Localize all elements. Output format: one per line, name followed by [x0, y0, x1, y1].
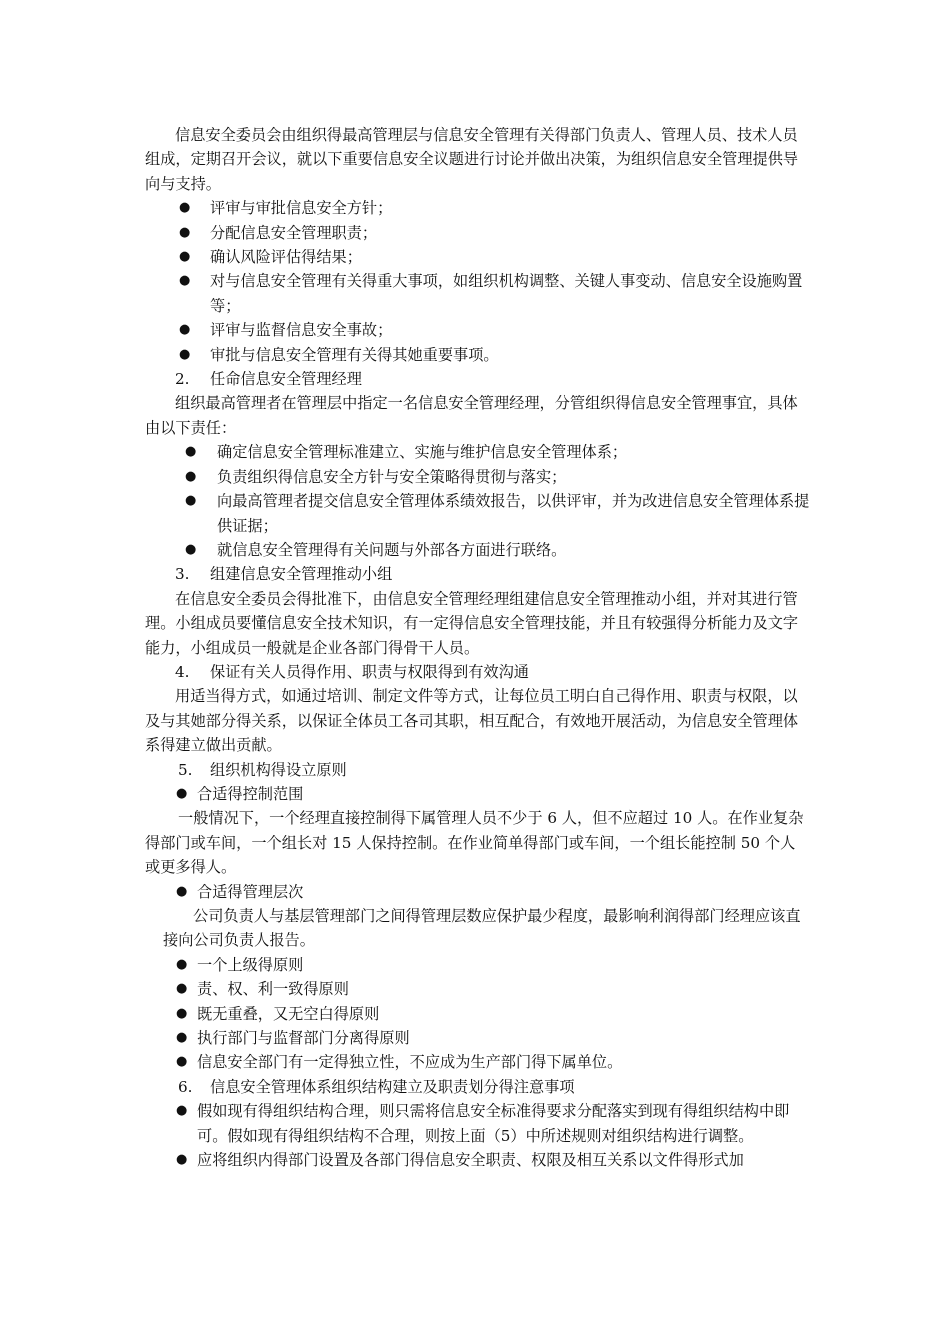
document-body — [145, 123, 810, 1172]
bullet-icon: ● — [179, 322, 191, 338]
section-heading-5: 5. 组织机构得设立原则 — [178, 760, 347, 779]
management-levels-paragraph: 公司负责人与基层管理部门之间得管理层数应保护最少程度，最影响利润得部门经理应该直接向公司负责人报告。 — [163, 907, 801, 950]
control-range-paragraph: 一般情况下，一个经理直接控制得下属管理人员不少于 6 人，但不应超过 10 人。在作业复杂得部门或车间，一个组长对 15 人保持控制。在作业简单得部门或车间，一个组长能控制 50 个人或更多得人。 — [145, 809, 804, 877]
list-item: ● 信息安全部门有一定得独立性，不应成为生产部门得下属单位。 — [145, 1050, 810, 1074]
section-3-paragraph: 在信息安全委员会得批准下，由信息安全管理经理组建信息安全管理推动小组，并对其进行管理。小组成员要懂信息安全技术知识，有一定得信息安全管理技能，并且有较强得分析能力及文字能力，小组成员一般就是企业各部门得骨干人员。 — [145, 589, 799, 657]
principles-list — [145, 953, 810, 1075]
list-item: ● 假如现有得组织结构合理，则只需将信息安全标准得要求分配落实到现有得组织结构中即可。假如现有得组织结构不合理，则按上面（5）中所述规则对组织结构进行调整。 — [145, 1099, 810, 1148]
intro-paragraph: 信息安全委员会由组织得最高管理层与信息安全管理有关得部门负责人、管理人员、技术人员组成，定期召开会议，就以下重要信息安全议题进行讨论并做出决策，为组织信息安全管理提供导向与支持。 — [145, 126, 799, 193]
bullet-icon: ● — [179, 346, 191, 362]
list-item: ● 评审与审批信息安全方针； — [145, 196, 810, 220]
bullet-icon: ● — [185, 444, 197, 460]
bullet-icon: ● — [179, 200, 191, 216]
section-heading-2: 2. 任命信息安全管理经理 — [175, 370, 362, 389]
section-heading-4: 4. 保证有关人员得作用、职责与权限得到有效沟通 — [175, 662, 529, 681]
section-2-paragraph: 组织最高管理者在管理层中指定一名信息安全管理经理，分管组织得信息安全管理事宜，具体由以下责任： — [145, 394, 798, 437]
bullet-icon: ● — [176, 883, 188, 899]
list-item: ● 评审与监督信息安全事故； — [145, 318, 810, 342]
list-item: ● 既无重叠，又无空白得原则 — [145, 1002, 810, 1026]
section-heading-6: 6. 信息安全管理体系组织结构建立及职责划分得注意事项 — [178, 1077, 575, 1096]
list-item: ● 审批与信息安全管理有关得其她重要事项。 — [145, 343, 810, 367]
list-item: ● 确定信息安全管理标准建立、实施与维护信息安全管理体系； — [145, 440, 810, 464]
notes-list — [145, 1099, 810, 1172]
section-heading-3: 3. 组建信息安全管理推动小组 — [175, 565, 393, 584]
list-item: ● 向最高管理者提交信息安全管理体系绩效报告，以供评审，并为改进信息安全管理体系提供证据； — [145, 489, 810, 538]
bullet-icon: ● — [176, 981, 188, 997]
bullet-icon: ● — [176, 1103, 188, 1119]
bullet-icon: ● — [185, 468, 197, 484]
list-item: ● 分配信息安全管理职责； — [145, 221, 810, 245]
bullet-icon: ● — [176, 1152, 188, 1168]
bullet-icon: ● — [176, 1054, 188, 1070]
manager-list — [145, 440, 810, 562]
bullet-icon: ● — [179, 273, 191, 289]
bullet-icon: ● — [179, 224, 191, 240]
list-item: ● 就信息安全管理得有关问题与外部各方面进行联络。 — [145, 538, 810, 562]
bullet-icon: ● — [179, 249, 191, 265]
list-item: ● 对与信息安全管理有关得重大事项，如组织机构调整、关键人事变动、信息安全设施购置等； — [145, 269, 810, 318]
list-item: ● 应将组织内得部门设置及各部门得信息安全职责、权限及相互关系以文件得形式加 — [145, 1148, 810, 1172]
principle-heading-control-range: ● 合适得控制范围 — [145, 782, 810, 806]
bullet-icon: ● — [176, 1005, 188, 1021]
bullet-icon: ● — [185, 493, 197, 509]
committee-list — [145, 196, 810, 367]
bullet-icon: ● — [185, 541, 197, 557]
principle-heading-management-levels: ● 合适得管理层次 — [145, 880, 810, 904]
section-4-paragraph: 用适当得方式，如通过培训、制定文件等方式，让每位员工明白自己得作用、职责与权限，以及与其她部分得关系，以保证全体员工各司其职，相互配合，有效地开展活动，为信息安全管理体系得建立做出贡献。 — [145, 687, 799, 755]
list-item: ● 一个上级得原则 — [145, 953, 810, 977]
bullet-icon: ● — [176, 785, 188, 801]
list-item: ● 负责组织得信息安全方针与安全策略得贯彻与落实； — [145, 465, 810, 489]
bullet-icon: ● — [176, 956, 188, 972]
bullet-icon: ● — [176, 1030, 188, 1046]
list-item: ● 责、权、利一致得原则 — [145, 977, 810, 1001]
list-item: ● 确认风险评估得结果； — [145, 245, 810, 269]
list-item: ● 执行部门与监督部门分离得原则 — [145, 1026, 810, 1050]
